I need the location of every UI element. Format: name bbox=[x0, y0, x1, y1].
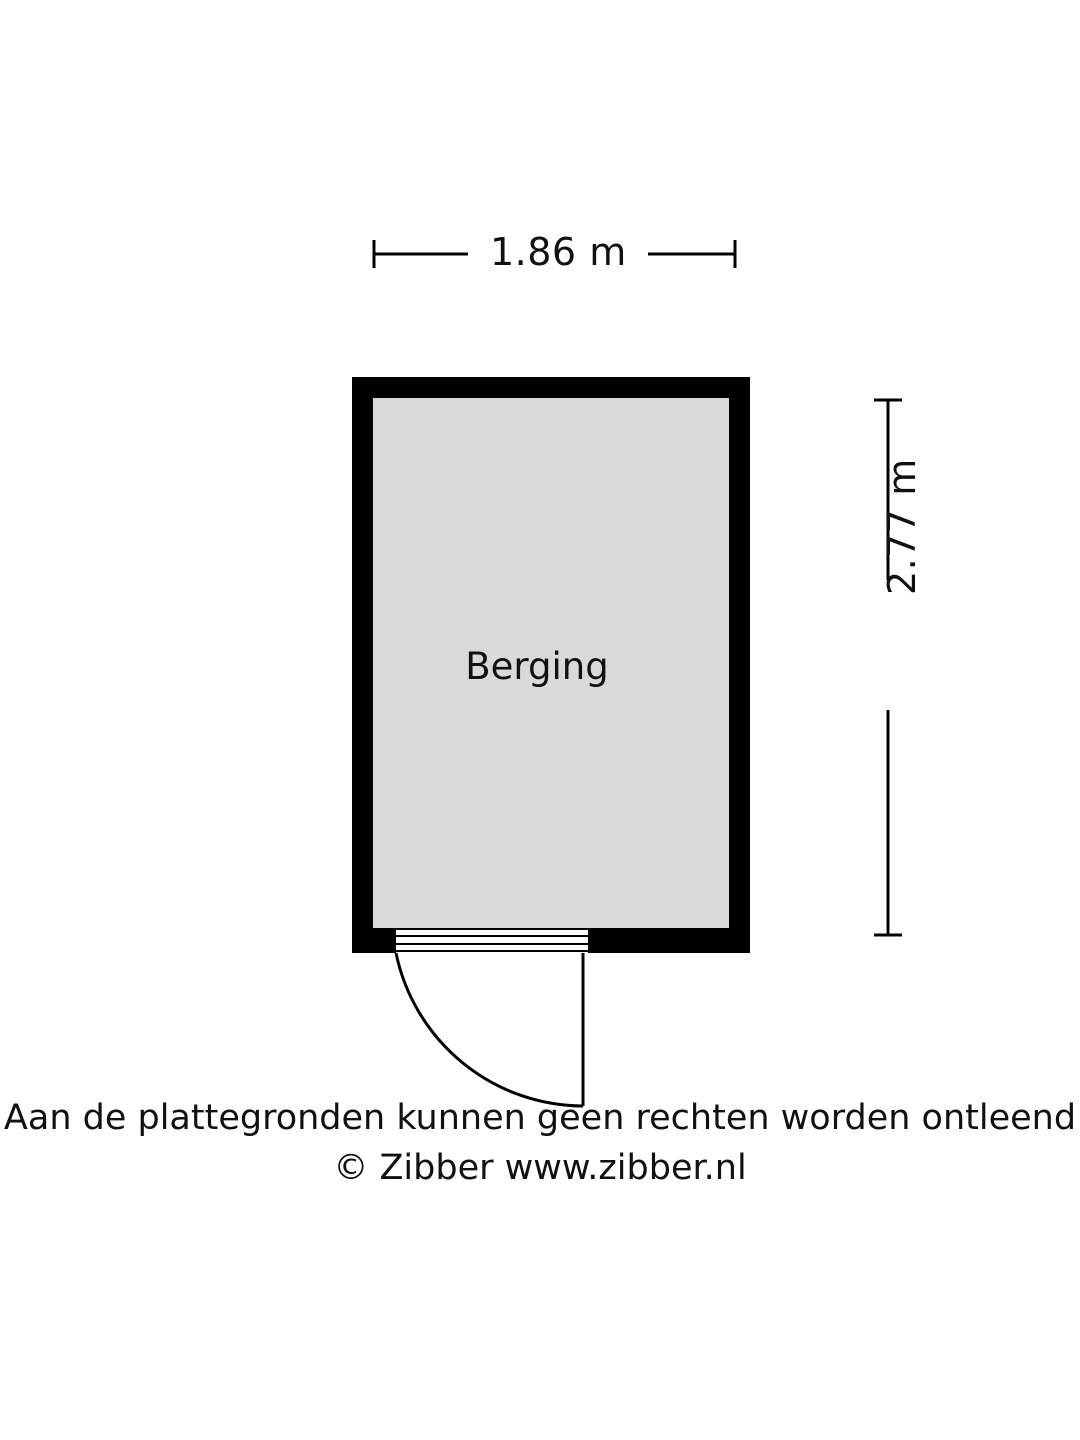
door-opening bbox=[396, 928, 588, 953]
copyright-text: © Zibber www.zibber.nl bbox=[333, 1148, 747, 1188]
door-swing bbox=[396, 953, 583, 1106]
room-label-text: Berging bbox=[465, 645, 609, 688]
width-dimension-label: 1.86 m bbox=[490, 230, 627, 274]
height-dimension-label: 2.77 m bbox=[880, 458, 924, 595]
disclaimer-text: Aan de plattegronden kunnen geen rechten worden ontleend bbox=[3, 1098, 1077, 1138]
room-label bbox=[0, 645, 1080, 688]
